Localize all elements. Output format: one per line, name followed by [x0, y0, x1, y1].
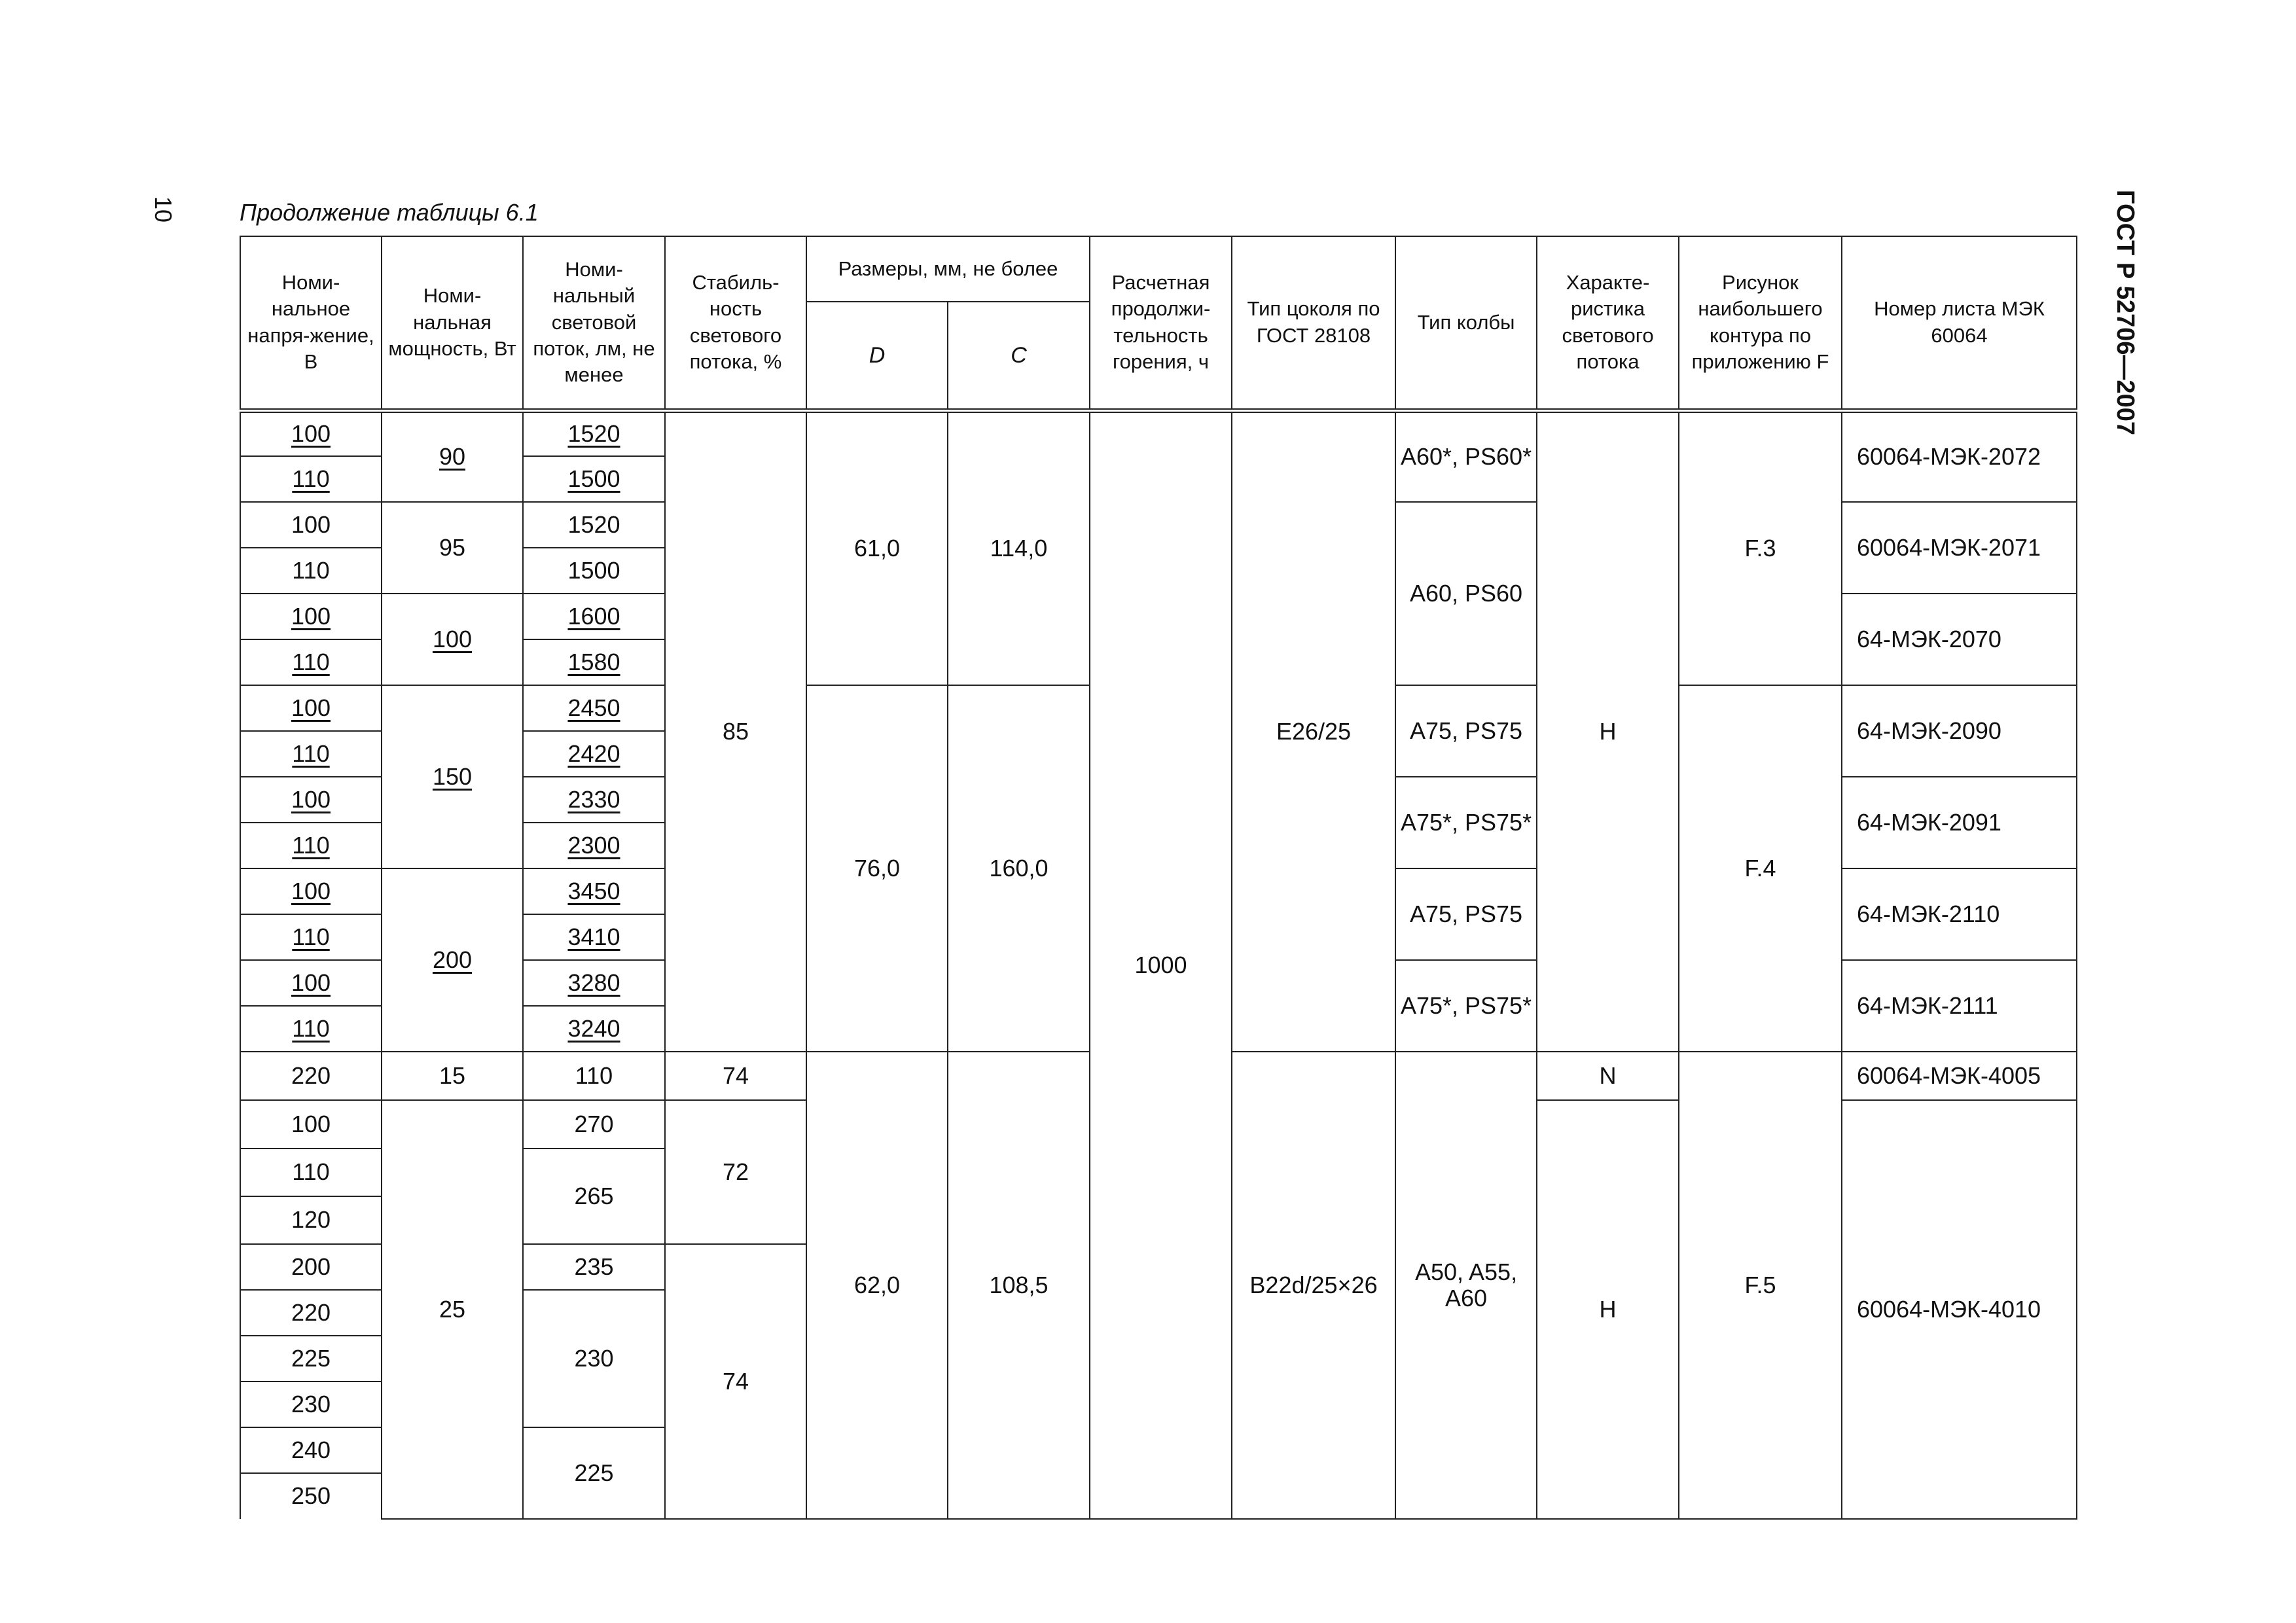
dim-d-cell: 62,0	[806, 1052, 948, 1519]
voltage-cell: 100	[240, 502, 382, 548]
sheet-cell: 64-МЭК-2110	[1842, 868, 2077, 960]
header-stability: Стабиль-ность светового потока, %	[665, 236, 806, 410]
flux-cell: 235	[523, 1244, 665, 1290]
voltage-cell: 110	[240, 456, 382, 502]
voltage-cell: 100	[240, 685, 382, 731]
voltage-cell: 110	[240, 548, 382, 594]
flux-cell: 3240	[523, 1006, 665, 1052]
power-cell: 100	[382, 594, 523, 685]
flux-cell: 3280	[523, 960, 665, 1006]
voltage-cell: 110	[240, 639, 382, 685]
bulb-cell: A75*, PS75*	[1395, 960, 1537, 1052]
power-cell: 90	[382, 410, 523, 502]
flux-cell: 1520	[523, 410, 665, 456]
header-voltage: Номи-нальное напря-жение, В	[240, 236, 382, 410]
power-cell: 200	[382, 868, 523, 1052]
dim-c-cell: 160,0	[948, 685, 1090, 1052]
header-dim-c: C	[948, 302, 1090, 410]
voltage-cell: 100	[240, 960, 382, 1006]
voltage-cell: 110	[240, 823, 382, 868]
power-cell: 25	[382, 1100, 523, 1519]
sheet-cell: 60064-МЭК-4010	[1842, 1100, 2077, 1519]
flux-cell: 2300	[523, 823, 665, 868]
voltage-cell: 250	[240, 1473, 382, 1519]
bulb-cell: A75, PS75	[1395, 868, 1537, 960]
flux-cell: 1580	[523, 639, 665, 685]
flux-cell: 1520	[523, 502, 665, 548]
sheet-cell: 60064-МЭК-2071	[1842, 502, 2077, 594]
bulb-cell: A60*, PS60*	[1395, 410, 1537, 502]
voltage-cell: 100	[240, 1100, 382, 1149]
stability-cell: 74	[665, 1052, 806, 1100]
header-dim-d: D	[806, 302, 948, 410]
voltage-cell: 100	[240, 410, 382, 456]
dim-d-cell: 76,0	[806, 685, 948, 1052]
voltage-cell: 110	[240, 731, 382, 777]
flux-cell: 2450	[523, 685, 665, 731]
voltage-cell: 200	[240, 1244, 382, 1290]
header-flux-char: Характе-ристика светового потока	[1537, 236, 1679, 410]
cap-cell: B22d/25×26	[1232, 1052, 1395, 1519]
voltage-cell: 230	[240, 1382, 382, 1427]
header-cap: Тип цоколя по ГОСТ 28108	[1232, 236, 1395, 410]
life-cell: 1000	[1090, 410, 1232, 1519]
flux-cell: 2330	[523, 777, 665, 823]
sheet-cell: 64-МЭК-2070	[1842, 594, 2077, 685]
voltage-cell: 100	[240, 777, 382, 823]
sheet-cell: 64-МЭК-2111	[1842, 960, 2077, 1052]
flux-cell: 3450	[523, 868, 665, 914]
standard-code: ГОСТ Р 52706—2007	[2111, 190, 2139, 435]
voltage-cell: 240	[240, 1427, 382, 1473]
table-caption: Продолжение таблицы 6.1	[240, 199, 539, 226]
flux-char-cell: H	[1537, 410, 1679, 1052]
flux-char-cell: N	[1537, 1052, 1679, 1100]
voltage-cell: 110	[240, 1006, 382, 1052]
sheet-cell: 64-МЭК-2090	[1842, 685, 2077, 777]
flux-cell: 1600	[523, 594, 665, 639]
flux-cell: 225	[523, 1427, 665, 1519]
lamp-parameters-table	[240, 236, 2077, 1520]
flux-cell: 1500	[523, 548, 665, 594]
stability-cell: 74	[665, 1244, 806, 1519]
header-sheet: Номер листа МЭК 60064	[1842, 236, 2077, 410]
sheet-cell: 60064-МЭК-2072	[1842, 410, 2077, 502]
flux-cell: 2420	[523, 731, 665, 777]
voltage-cell: 225	[240, 1336, 382, 1382]
sheet-cell: 64-МЭК-2091	[1842, 777, 2077, 868]
contour-cell: F.4	[1679, 685, 1842, 1052]
voltage-cell: 220	[240, 1290, 382, 1336]
flux-cell: 270	[523, 1100, 665, 1149]
header-dimensions: Размеры, мм, не более	[806, 236, 1090, 302]
stability-cell: 85	[665, 410, 806, 1052]
flux-cell: 110	[523, 1052, 665, 1100]
header-power: Номи-нальная мощность, Вт	[382, 236, 523, 410]
cap-cell: E26/25	[1232, 410, 1395, 1052]
voltage-cell: 100	[240, 868, 382, 914]
dim-c-cell: 108,5	[948, 1052, 1090, 1519]
bulb-cell: A60, PS60	[1395, 502, 1537, 685]
header-contour: Рисунок наибольшего контура по приложению F	[1679, 236, 1842, 410]
contour-cell: F.3	[1679, 410, 1842, 685]
bulb-cell: A75, PS75	[1395, 685, 1537, 777]
voltage-cell: 120	[240, 1196, 382, 1244]
voltage-cell: 220	[240, 1052, 382, 1100]
sheet-cell: 60064-МЭК-4005	[1842, 1052, 2077, 1100]
bulb-cell: A50, A55, A60	[1395, 1052, 1537, 1519]
dim-d-cell: 61,0	[806, 410, 948, 685]
dim-c-cell: 114,0	[948, 410, 1090, 685]
voltage-cell: 100	[240, 594, 382, 639]
flux-cell: 1500	[523, 456, 665, 502]
page-number: 10	[150, 196, 177, 223]
bulb-cell: A75*, PS75*	[1395, 777, 1537, 868]
header-bulb: Тип колбы	[1395, 236, 1537, 410]
power-cell: 150	[382, 685, 523, 868]
flux-cell: 265	[523, 1149, 665, 1244]
voltage-cell: 110	[240, 1149, 382, 1196]
power-cell: 15	[382, 1052, 523, 1100]
header-life: Расчетная продолжи-тельность горения, ч	[1090, 236, 1232, 410]
flux-cell: 3410	[523, 914, 665, 960]
stability-cell: 72	[665, 1100, 806, 1244]
power-cell: 95	[382, 502, 523, 594]
contour-cell: F.5	[1679, 1052, 1842, 1519]
voltage-cell: 110	[240, 914, 382, 960]
header-flux: Номи-нальный световой поток, лм, не менее	[523, 236, 665, 410]
flux-cell: 230	[523, 1290, 665, 1427]
flux-char-cell: H	[1537, 1100, 1679, 1519]
